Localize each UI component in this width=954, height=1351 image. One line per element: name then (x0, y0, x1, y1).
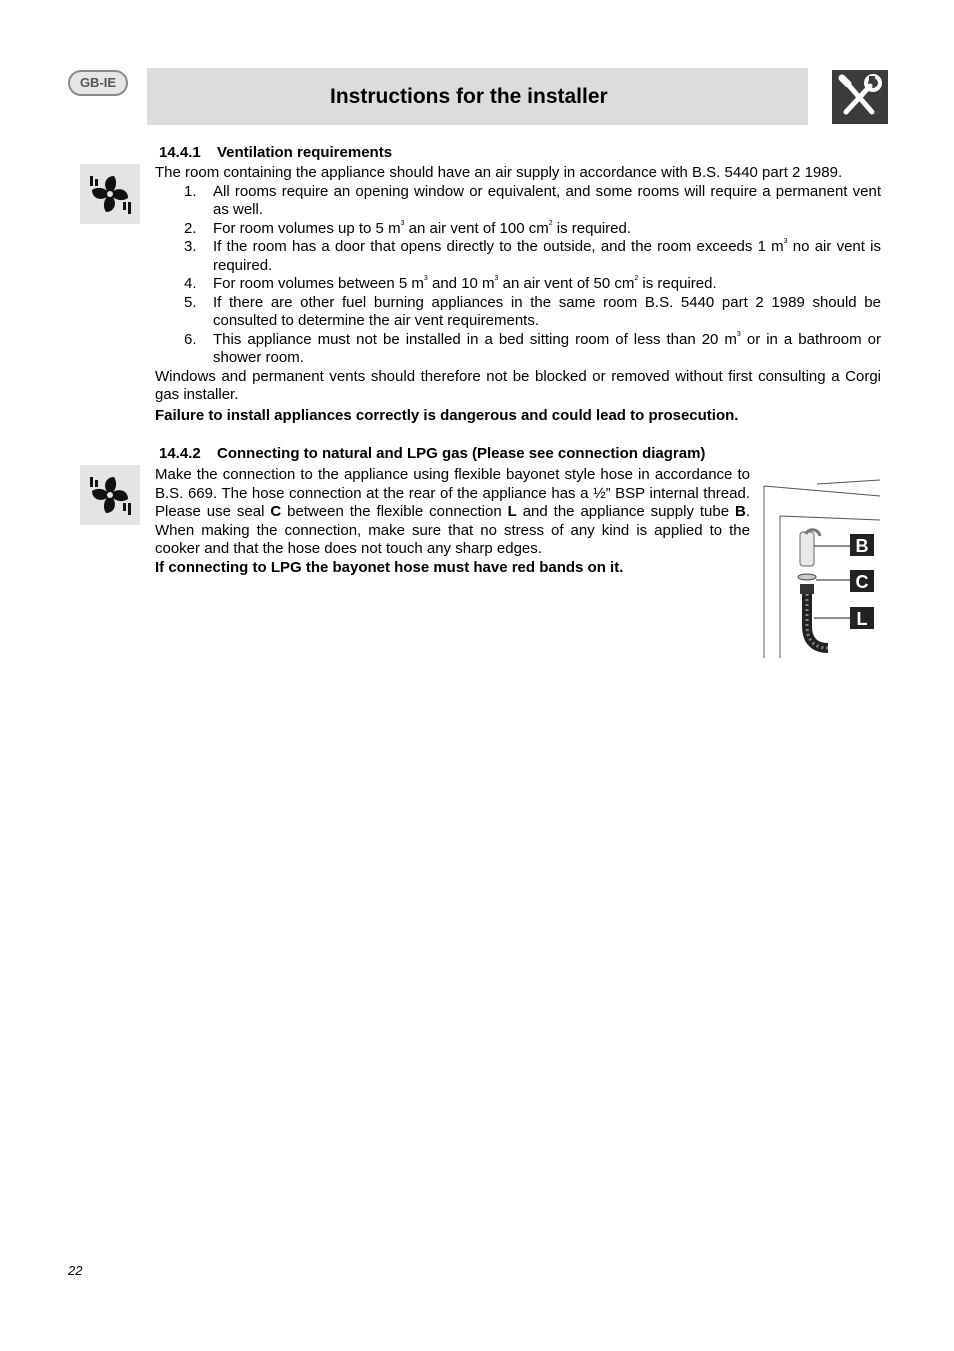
section-number: 14.4.2 (159, 445, 201, 462)
superscript: 2 (634, 275, 639, 282)
list-text: This appliance must not be installed in a bed sitting room of less than 20 m (213, 330, 737, 348)
list-number: 1. (184, 182, 197, 200)
list-item (155, 183, 881, 220)
list-item (155, 220, 881, 239)
list-text: an air vent of 50 cm (498, 275, 635, 292)
header-bar (147, 68, 808, 125)
section-heading-gas-connection (159, 445, 705, 463)
fan-icon (80, 164, 140, 224)
body-text: and the appliance supply tube (516, 503, 735, 520)
windows-paragraph: Windows and permanent vents should therefore not be blocked or removed without first consulting a Corgi gas installer. (155, 367, 881, 403)
superscript: 3 (783, 238, 788, 245)
diagram-label-l: L (856, 609, 868, 629)
section-number: 14.4.1 (159, 144, 201, 161)
page-title: Instructions for the installer (330, 85, 608, 108)
intro-paragraph: The room containing the appliance should have an air supply in accordance with B.S. 5440 part 2 1989. (155, 164, 843, 181)
list-text: is required. (638, 275, 717, 292)
gas-connection-body (155, 466, 750, 577)
lpg-warning: If connecting to LPG the bayonet hose must have red bands on it. (155, 558, 624, 576)
diagram-label-c: C (855, 572, 869, 592)
list-text: is required. (552, 219, 632, 237)
fan-icon (80, 465, 140, 525)
seal-label: C (270, 503, 282, 520)
language-badge: GB-IE (68, 70, 128, 96)
section-title: Ventilation requirements (217, 144, 393, 161)
list-text: no air vent is required. (213, 238, 881, 274)
list-number: 3. (184, 238, 197, 255)
list-text: and 10 m (427, 275, 495, 292)
diagram-label-b: B (855, 536, 869, 556)
list-number: 5. (184, 293, 197, 311)
body-text: Make the connection to the appliance using flexible bayonet style hose in accordance to B.S. 669. The hose connection at the rear of the appliance has a ½” BSP internal thread. Please use seal (155, 466, 750, 520)
list-number: 2. (184, 219, 197, 237)
list-text: For room volumes between 5 m (213, 275, 424, 292)
supply-tube-label: B (735, 503, 746, 520)
list-text: All rooms require an opening window or equivalent, and some rooms will require a permanent vent as well. (213, 182, 881, 218)
superscript: 3 (494, 275, 499, 282)
list-text: or in a bathroom or shower room. (213, 330, 881, 366)
body-text: between the flexible connection (281, 503, 508, 520)
list-item (155, 238, 881, 275)
superscript: 2 (548, 219, 553, 227)
list-item (155, 275, 881, 294)
prosecution-warning: Failure to install appliances correctly is dangerous and could lead to prosecution. (155, 406, 739, 424)
list-text: If the room has a door that opens directly to the outside, and the room exceeds 1 m (213, 238, 784, 255)
ventilation-body (155, 164, 881, 425)
superscript: 3 (736, 330, 741, 338)
wrench-screwdriver-icon (832, 70, 888, 124)
section-title: Connecting to natural and LPG gas (Please see connection diagram) (217, 445, 706, 462)
list-item (155, 294, 881, 331)
connection-paragraph (155, 466, 750, 559)
body-text: . When making the connection, make sure that no stress of any kind is applied to the cooker and that the hose does not touch any sharp edges. (155, 503, 751, 557)
list-text: an air vent of 100 cm (404, 219, 549, 237)
list-number: 6. (184, 330, 197, 348)
page-number: 22 (68, 1263, 83, 1278)
list-text: For room volumes up to 5 m (213, 219, 401, 237)
connection-label: L (507, 503, 517, 520)
superscript: 3 (400, 219, 405, 227)
connection-diagram (762, 476, 882, 658)
list-text: If there are other fuel burning appliances in the same room B.S. 5440 part 2 1989 should be consulted to determine the air vent requirements. (213, 293, 881, 329)
section-heading-ventilation (159, 144, 392, 162)
superscript: 3 (423, 275, 428, 282)
list-item (155, 331, 881, 368)
list-number: 4. (184, 275, 197, 292)
